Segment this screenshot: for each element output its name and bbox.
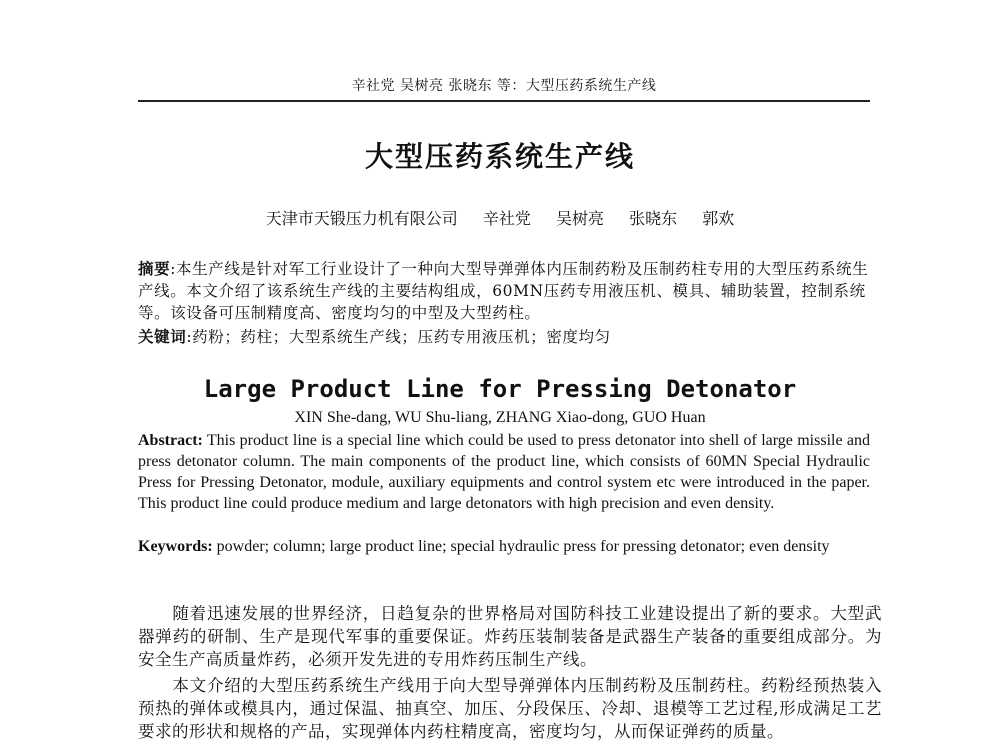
- abstract-en: [138, 430, 870, 514]
- keywords-zh: [138, 326, 870, 348]
- keywords-en: [138, 536, 870, 557]
- paper-title-en: Large Product Line for Pressing Detonator: [203, 375, 797, 403]
- abstract-en-label: Abstract:: [138, 432, 203, 449]
- abstract-zh-text: :本生产线是针对军工行业设计了一种向大型导弹弹体内压制药粉及压制药柱专用的大型压药系统生产线。本文介绍了该系统生产线的主要结构组成，60MN压药专用液压机、模具、辅助装置，控制系统等。该设备可压制精度高、密度均匀的中型及大型药柱。: [138, 260, 869, 322]
- body-paragraph-2: [138, 674, 882, 743]
- abstract-zh: [138, 258, 870, 324]
- running-header: 辛社党 吴树亮 张晓东 等：大型压药系统生产线: [351, 78, 657, 94]
- keywords-en-label: Keywords:: [138, 538, 213, 555]
- body-paragraph-1: [138, 602, 882, 671]
- abstract-en-text: This product line is a special line which could be used to press detonator into shell of large missile and press detonator column. The main components of the product line, which consists of 60MN Special Hydraulic Press for Pressing Detonator, module, auxiliary equipments and control system etc were introduced in the paper. This product line could produce medium and large detonators with high precision and even density.: [138, 432, 870, 512]
- authors-en: XIN She-dang, WU Shu-liang, ZHANG Xiao-dong, GUO Huan: [294, 409, 706, 426]
- author-zh: 张晓东: [629, 209, 678, 228]
- keywords-en-text: powder; column; large product line; special hydraulic press for pressing detonator; even density: [212, 538, 830, 555]
- author-zh: 郭欢: [702, 209, 735, 228]
- abstract-zh-label: 摘要: [138, 260, 171, 278]
- body-paragraph-2-text: 本文介绍的大型压药系统生产线用于向大型导弹弹体内压制药粉及压制药柱。药粉经预热装入预热的弹体或模具内，通过保温、抽真空、加压、分段保压、冷却、退模等工艺过程,形成满足工艺要求的形状和规格的产品，实现弹体内药柱精度高，密度均匀，从而保证弹药的质量。: [138, 676, 882, 741]
- affiliation-zh: [0, 208, 1000, 230]
- author-zh: 吴树亮: [555, 209, 604, 228]
- header-rule: [138, 100, 870, 102]
- keywords-zh-text: :药粉；药柱；大型系统生产线；压药专用液压机；密度均匀: [186, 328, 611, 346]
- affiliation-org: 天津市天锻压力机有限公司: [265, 209, 458, 228]
- keywords-zh-label: 关键词: [138, 328, 187, 346]
- author-zh: 辛社党: [482, 209, 531, 228]
- body-paragraph-1-text: 随着迅速发展的世界经济，日趋复杂的世界格局对国防科技工业建设提出了新的要求。大型武器弹药的研制、生产是现代军事的重要保证。炸药压装制装备是武器生产装备的重要组成部分。为安全生产高质量炸药，必须开发先进的专用炸药压制生产线。: [138, 604, 882, 669]
- paper-title-zh: 大型压药系统生产线: [364, 140, 635, 173]
